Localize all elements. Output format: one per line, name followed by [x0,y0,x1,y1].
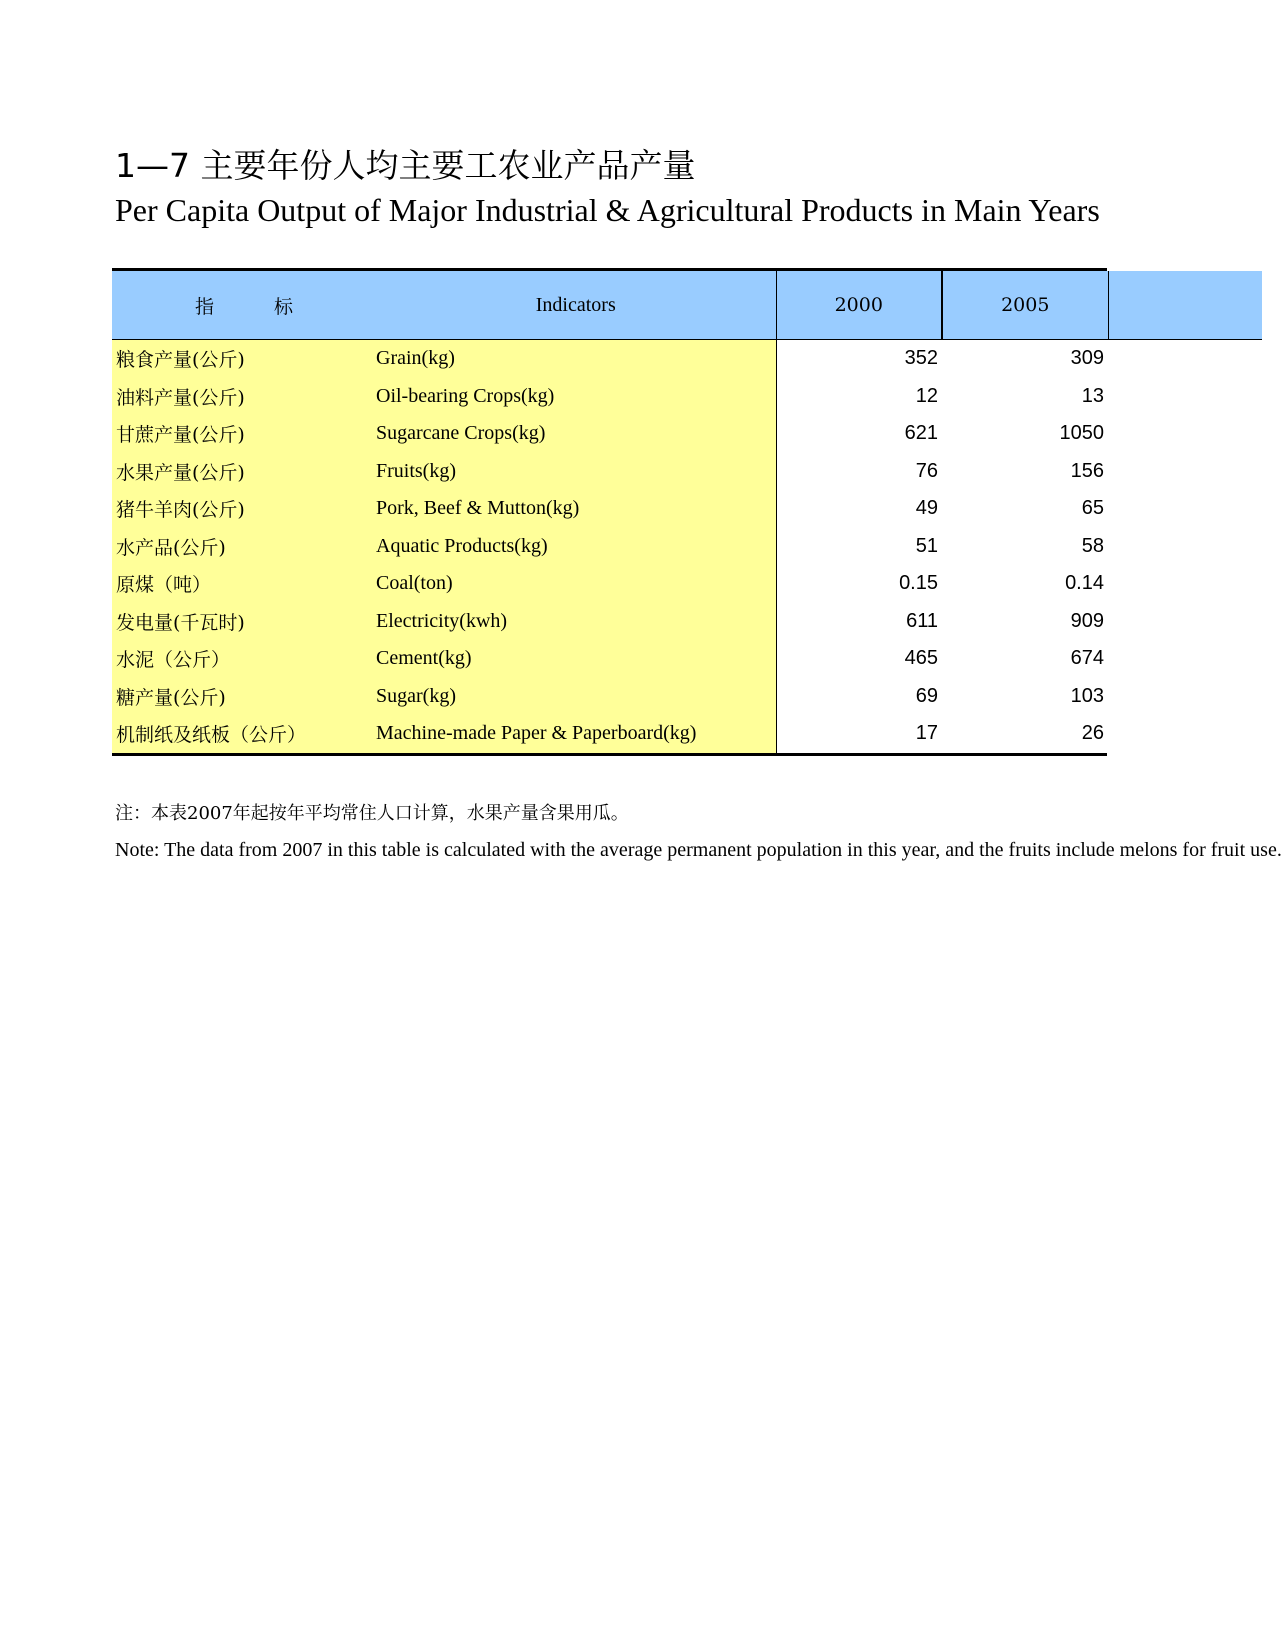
header-indicator-cn-part2: 标 [274,295,294,318]
row-indicator-cn: 糖产量(公斤) [112,678,376,716]
header-year-overflow [1108,271,1262,340]
row-indicator-en: Sugarcane Crops(kg) [376,415,776,453]
row-indicator-en: Aquatic Products(kg) [376,528,776,566]
row-value-2005: 309 [1070,347,1104,370]
page-title-en: Per Capita Output of Major Industrial & Agricultural Products in Main Years [115,192,1100,228]
row-value-2005: 909 [1070,609,1104,632]
row-value-overflow [1108,415,1262,453]
row-indicator-en: Sugar(kg) [376,678,776,716]
row-value-2000: 49 [776,490,942,528]
table-row [112,603,1262,641]
table-row [112,565,1262,603]
data-table-container [112,268,1107,756]
row-value-2005: 13 [1081,384,1104,407]
header-year-2005: 2005 [942,271,1108,340]
row-value-2000: 611 [776,603,942,641]
row-value-2005: 674 [1070,647,1104,670]
row-value-overflow [1108,715,1262,753]
table-body [112,340,1262,753]
row-value-2000: 76 [776,453,942,491]
table-row [112,715,1262,753]
row-indicator-cn: 机制纸及纸板（公斤） [112,715,376,753]
note-en: Note: The data from 2007 in this table is calculated with the average permanent population in this year, and the fruits include melons for fruit use. [115,839,1282,861]
table-row [112,415,1262,453]
row-value-2000: 17 [776,715,942,753]
header-indicator-en: Indicators [376,271,776,340]
row-value-2005: 58 [1081,534,1104,557]
row-value-overflow [1108,528,1262,566]
row-indicator-cn: 油料产量(公斤) [112,378,376,416]
row-indicator-en: Electricity(kwh) [376,603,776,641]
row-value-2005: 103 [1070,684,1104,707]
row-value-2005: 65 [1081,497,1104,520]
row-indicator-cn: 原煤（吨） [112,565,376,603]
row-value-overflow [1108,640,1262,678]
row-value-2000: 12 [776,378,942,416]
row-value-2005: 1050 [1059,422,1104,445]
row-value-overflow [1108,565,1262,603]
table-row [112,490,1262,528]
row-indicator-cn: 水产品(公斤) [112,528,376,566]
table-row [112,378,1262,416]
row-value-2000: 352 [776,340,942,378]
table-row [112,528,1262,566]
row-indicator-en: Pork, Beef & Mutton(kg) [376,490,776,528]
row-value-2000: 0.15 [776,565,942,603]
row-value-2005: 26 [1081,722,1104,745]
header-indicator-cn [112,271,376,340]
header-year-2000: 2000 [776,271,942,340]
row-value-overflow [1108,678,1262,716]
row-indicator-cn: 甘蔗产量(公斤) [112,415,376,453]
row-indicator-cn: 水泥（公斤） [112,640,376,678]
row-indicator-cn: 猪牛羊肉(公斤) [112,490,376,528]
row-value-2005: 156 [1070,459,1104,482]
table-row [112,678,1262,716]
row-indicator-en: Coal(ton) [376,565,776,603]
note-cn: 注：本表2007年起按年平均常住人口计算，水果产量含果用瓜。 [115,803,629,824]
row-value-2000: 51 [776,528,942,566]
row-value-2000: 465 [776,640,942,678]
header-indicator-cn-part1: 指 [194,295,214,318]
table-header-row [112,271,1262,340]
row-indicator-cn: 水果产量(公斤) [112,453,376,491]
row-value-overflow [1108,378,1262,416]
row-indicator-en: Machine-made Paper & Paperboard(kg) [376,715,776,753]
row-value-overflow [1108,603,1262,641]
row-indicator-cn: 发电量(千瓦时) [112,603,376,641]
row-value-overflow [1108,340,1262,378]
data-table [112,271,1262,753]
page-title-cn: 1—7 主要年份人均主要工农业产品产量 [115,146,696,185]
row-indicator-en: Fruits(kg) [376,453,776,491]
row-indicator-en: Grain(kg) [376,340,776,378]
row-indicator-en: Cement(kg) [376,640,776,678]
row-value-overflow [1108,490,1262,528]
row-value-2000: 69 [776,678,942,716]
table-row [112,453,1262,491]
row-value-overflow [1108,453,1262,491]
table-row [112,340,1262,378]
row-indicator-cn: 粮食产量(公斤) [112,340,376,378]
table-row [112,640,1262,678]
row-value-2000: 621 [776,415,942,453]
row-value-2005: 0.14 [1065,572,1104,595]
row-indicator-en: Oil-bearing Crops(kg) [376,378,776,416]
